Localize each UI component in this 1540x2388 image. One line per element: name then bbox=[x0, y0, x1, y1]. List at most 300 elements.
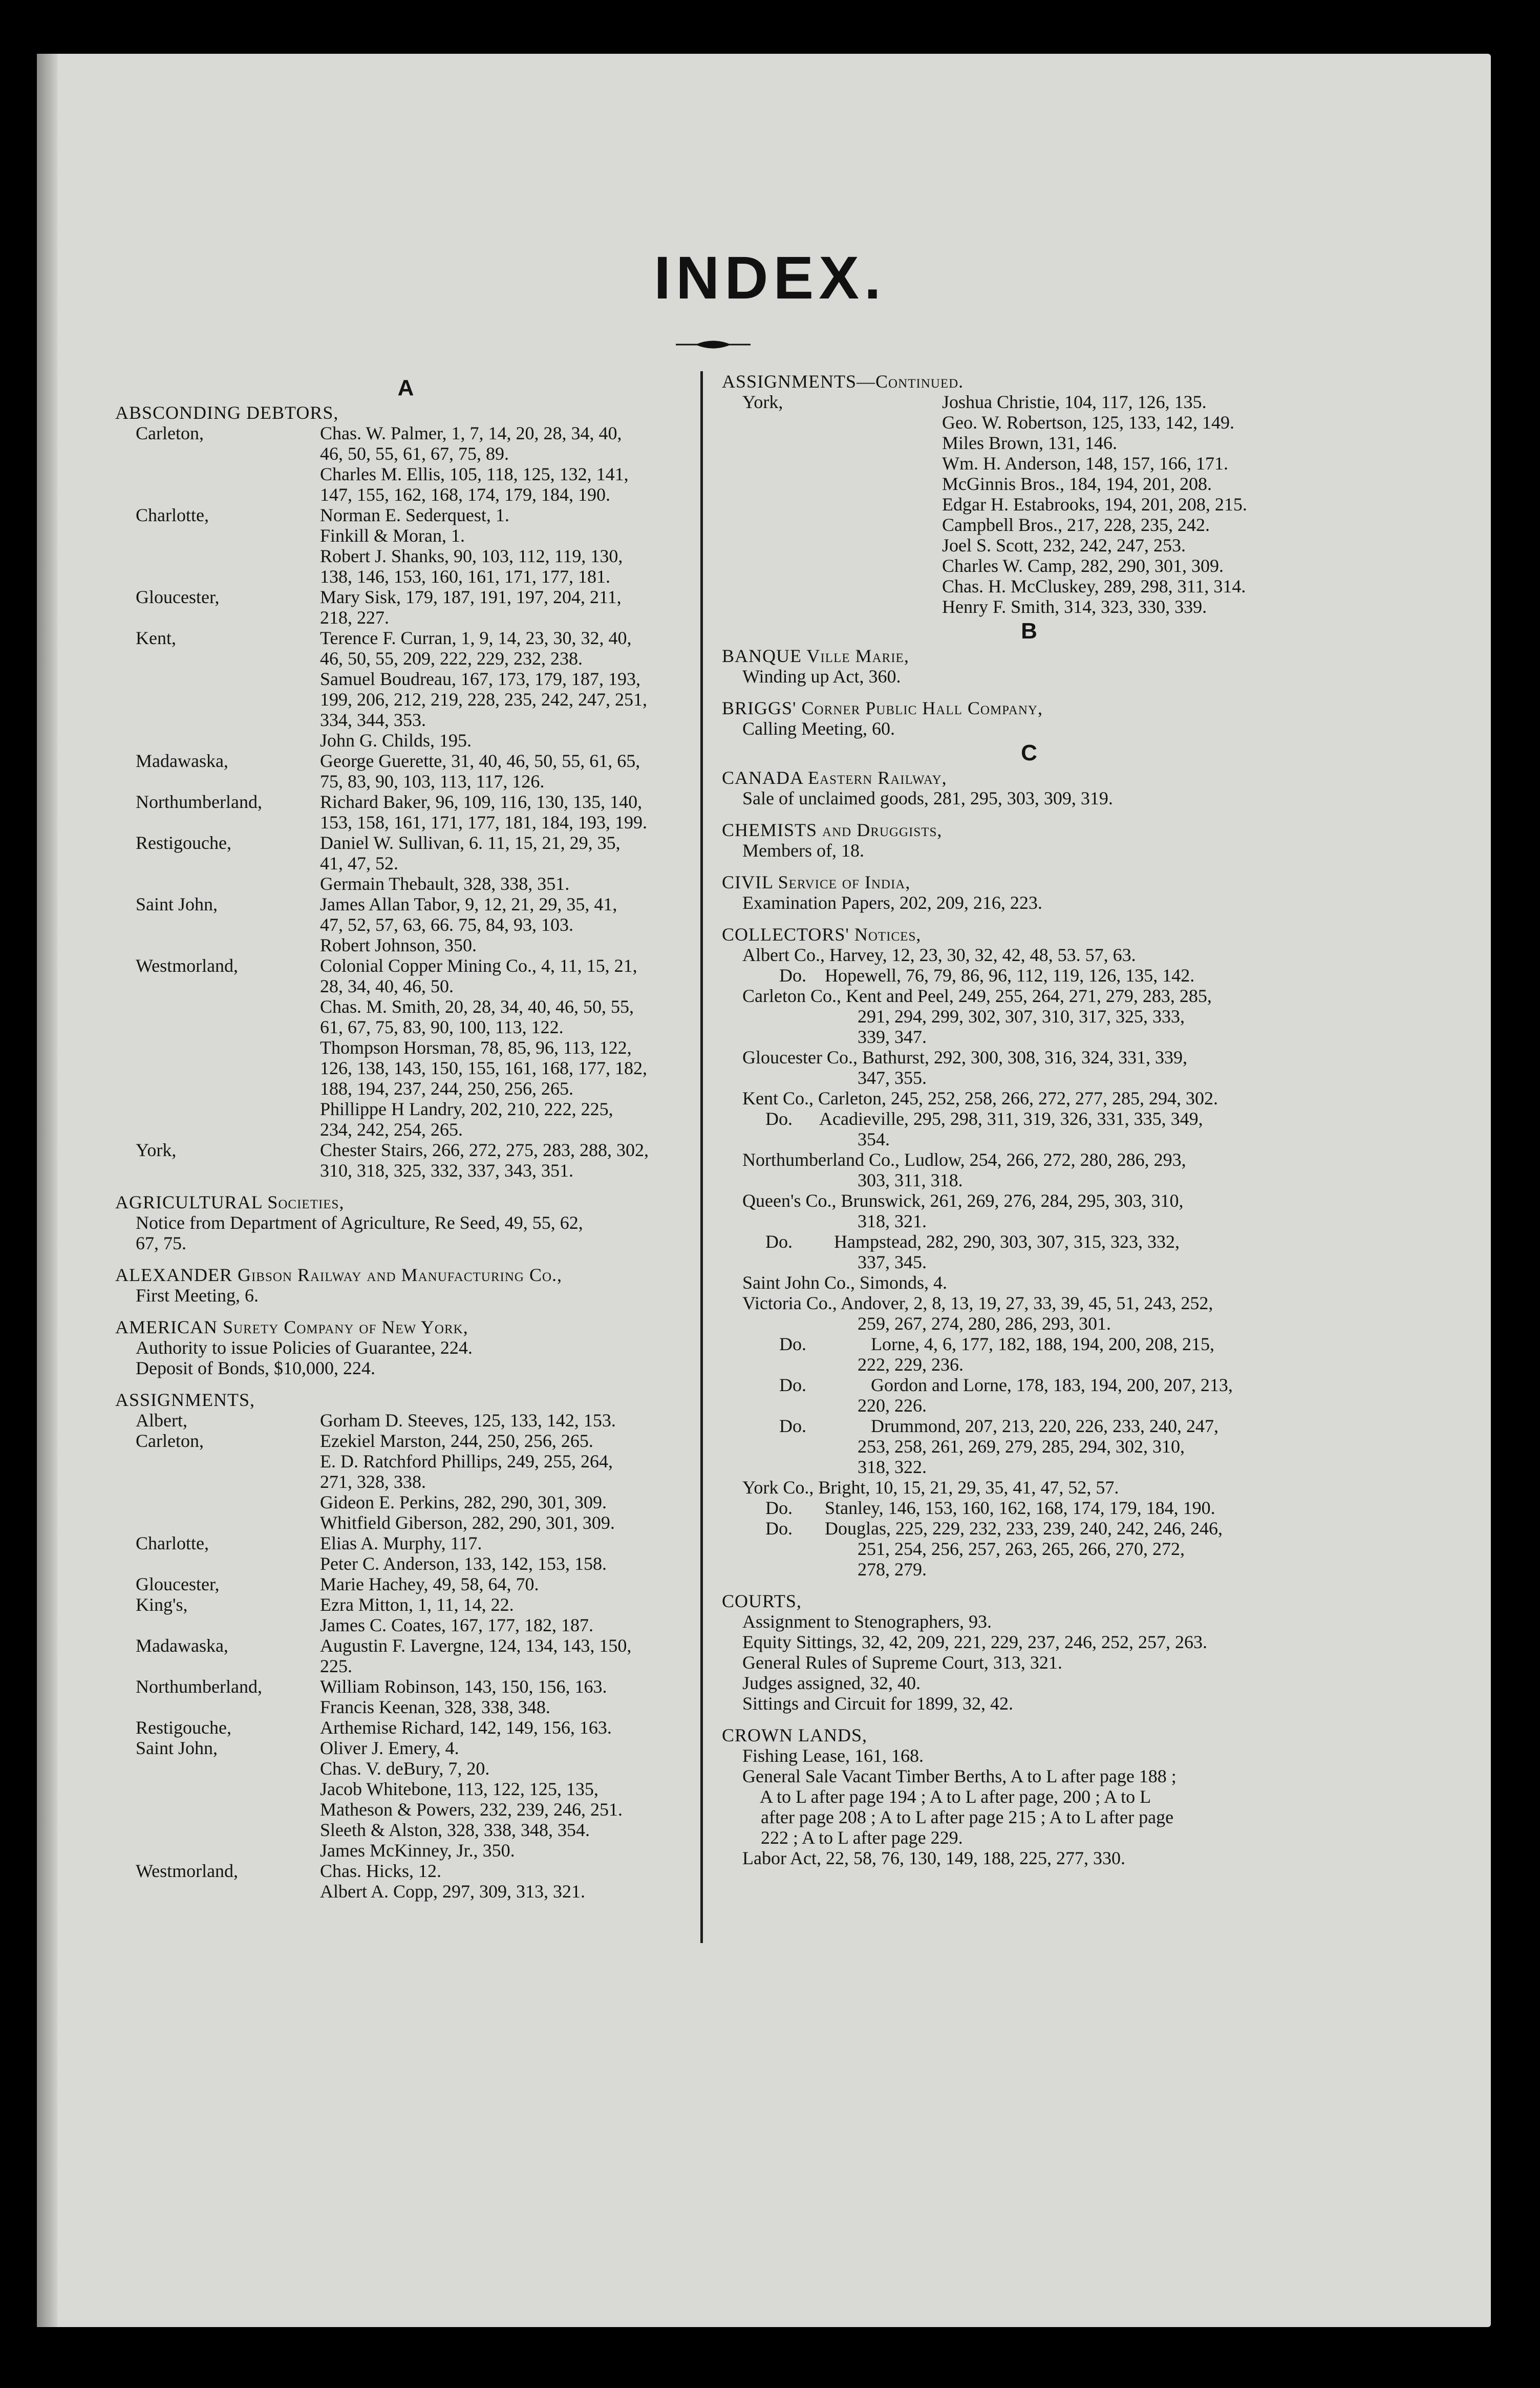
index-row bbox=[115, 1119, 696, 1140]
entry-line: Authority to issue Policies of Guarantee, 224. bbox=[136, 1337, 473, 1358]
entry-line: Do. Drummond, 207, 213, 220, 226, 233, 240, 247, bbox=[742, 1416, 1218, 1436]
county-label bbox=[115, 1017, 320, 1037]
canada-list bbox=[722, 788, 1336, 808]
index-row bbox=[115, 1840, 696, 1861]
county-label: Saint John, bbox=[136, 894, 218, 914]
entry-line: Sale of unclaimed goods, 281, 295, 303, 309, 319. bbox=[742, 788, 1113, 808]
entry-line: 303, 311, 318. bbox=[742, 1170, 963, 1190]
entry-text: 188, 194, 237, 244, 250, 256, 265. bbox=[320, 1078, 573, 1099]
entry-text: Richard Baker, 96, 109, 116, 130, 135, 140, bbox=[320, 792, 643, 812]
index-row bbox=[115, 443, 696, 464]
entry-line: Queen's Co., Brunswick, 261, 269, 276, 284, 295, 303, 310, bbox=[742, 1190, 1184, 1211]
title-ornament bbox=[675, 338, 752, 351]
county-label bbox=[115, 1840, 320, 1861]
county-label: Kent, bbox=[136, 628, 176, 648]
index-row bbox=[722, 412, 1336, 433]
index-row bbox=[115, 648, 696, 669]
entry-text: E. D. Ratchford Phillips, 249, 255, 264, bbox=[320, 1451, 613, 1472]
entry-heading-agricultural: AGRICULTURAL Societies, bbox=[115, 1192, 345, 1212]
county-label: Gloucester, bbox=[136, 587, 220, 607]
county-label bbox=[115, 1820, 320, 1840]
county-label bbox=[722, 576, 942, 596]
entry-text: 147, 155, 162, 168, 174, 179, 184, 190. bbox=[320, 484, 610, 505]
entry-text: Gideon E. Perkins, 282, 290, 301, 309. bbox=[320, 1492, 607, 1512]
entry-heading-banque: BANQUE Ville Marie, bbox=[722, 646, 909, 666]
index-row bbox=[722, 494, 1336, 515]
county-label bbox=[115, 935, 320, 955]
index-row bbox=[115, 1758, 696, 1779]
county-label: York, bbox=[742, 392, 783, 412]
collectors-list bbox=[722, 945, 1336, 1580]
index-row bbox=[115, 1738, 696, 1758]
index-row bbox=[115, 710, 696, 730]
entry-heading-american: AMERICAN Surety Company of New York, bbox=[115, 1317, 468, 1337]
entry-text: Augustin F. Lavergne, 124, 134, 143, 150, bbox=[320, 1635, 632, 1656]
entry-line: First Meeting, 6. bbox=[136, 1285, 259, 1306]
county-label bbox=[115, 1037, 320, 1058]
entry-line: Victoria Co., Andover, 2, 8, 13, 19, 27, 33, 39, 45, 51, 243, 252, bbox=[742, 1293, 1213, 1313]
county-label bbox=[115, 1058, 320, 1078]
index-row bbox=[115, 894, 696, 914]
county-label bbox=[115, 1099, 320, 1119]
entry-text: 28, 34, 40, 46, 50. bbox=[320, 976, 454, 996]
index-row bbox=[115, 730, 696, 751]
index-row bbox=[722, 453, 1336, 474]
index-row bbox=[722, 474, 1336, 494]
entry-heading-chemists: CHEMISTS and Druggists, bbox=[722, 820, 943, 840]
index-row bbox=[115, 484, 696, 505]
index-row bbox=[722, 576, 1336, 596]
county-label bbox=[115, 1758, 320, 1779]
entry-line: Gloucester Co., Bathurst, 292, 300, 308, 316, 324, 331, 339, bbox=[742, 1047, 1187, 1068]
entry-line: 278, 279. bbox=[742, 1559, 927, 1580]
county-label bbox=[115, 1779, 320, 1799]
courts-list bbox=[722, 1611, 1336, 1714]
index-row bbox=[115, 792, 696, 812]
index-row bbox=[115, 1451, 696, 1472]
entry-heading-alexander: ALEXANDER Gibson Railway and Manufacturing Co., bbox=[115, 1265, 563, 1285]
index-row bbox=[722, 596, 1336, 617]
section-letter-b: B bbox=[1021, 619, 1037, 644]
entry-text: Chester Stairs, 266, 272, 275, 283, 288, 302, bbox=[320, 1140, 649, 1160]
entry-text: 271, 328, 338. bbox=[320, 1472, 426, 1492]
entry-text: Thompson Horsman, 78, 85, 96, 113, 122, bbox=[320, 1037, 632, 1058]
entry-line: Do. Lorne, 4, 6, 177, 182, 188, 194, 200, 208, 215, bbox=[742, 1334, 1214, 1354]
county-label bbox=[115, 464, 320, 484]
entry-text: Joel S. Scott, 232, 242, 247, 253. bbox=[942, 535, 1186, 556]
county-label bbox=[115, 996, 320, 1017]
agricultural-list bbox=[115, 1212, 696, 1253]
civil-list bbox=[722, 892, 1336, 913]
entry-line: Notice from Department of Agriculture, Re Seed, 49, 55, 62, bbox=[136, 1212, 583, 1233]
county-label bbox=[115, 873, 320, 894]
entry-line: 318, 321. bbox=[742, 1211, 927, 1231]
entry-text: Albert A. Copp, 297, 309, 313, 321. bbox=[320, 1881, 585, 1902]
index-row bbox=[115, 1078, 696, 1099]
entry-line: Members of, 18. bbox=[742, 840, 864, 861]
index-row bbox=[115, 833, 696, 853]
county-label bbox=[115, 689, 320, 710]
entry-text: Chas. V. deBury, 7, 20. bbox=[320, 1758, 490, 1779]
entry-text: 46, 50, 55, 209, 222, 229, 232, 238. bbox=[320, 648, 583, 669]
entry-line: Fishing Lease, 161, 168. bbox=[742, 1745, 924, 1766]
index-row bbox=[115, 1615, 696, 1635]
entry-text: Whitfield Giberson, 282, 290, 301, 309. bbox=[320, 1512, 615, 1533]
entry-line: Northumberland Co., Ludlow, 254, 266, 272, 280, 286, 293, bbox=[742, 1149, 1186, 1170]
county-label: King's, bbox=[136, 1594, 188, 1615]
entry-text: Joshua Christie, 104, 117, 126, 135. bbox=[942, 392, 1207, 412]
county-label: Restigouche, bbox=[136, 833, 231, 853]
entry-line: 339, 347. bbox=[742, 1027, 927, 1047]
county-label bbox=[722, 412, 942, 433]
entry-line: 259, 267, 274, 280, 286, 293, 301. bbox=[742, 1313, 1111, 1334]
entry-line: 220, 226. bbox=[742, 1395, 927, 1416]
entry-line: Sittings and Circuit for 1899, 32, 42. bbox=[742, 1693, 1013, 1714]
entry-text: Charles W. Camp, 282, 290, 301, 309. bbox=[942, 556, 1224, 576]
entry-text: Mary Sisk, 179, 187, 191, 197, 204, 211, bbox=[320, 587, 622, 607]
index-row bbox=[115, 1099, 696, 1119]
entry-line: 318, 322. bbox=[742, 1457, 927, 1477]
entry-text: 46, 50, 55, 61, 67, 75, 89. bbox=[320, 443, 509, 464]
county-label bbox=[115, 1881, 320, 1902]
county-label: Carleton, bbox=[136, 423, 204, 443]
index-row bbox=[115, 1431, 696, 1451]
entry-text: Campbell Bros., 217, 228, 235, 242. bbox=[942, 515, 1210, 535]
entry-line: 222, 229, 236. bbox=[742, 1354, 964, 1375]
index-row bbox=[115, 1472, 696, 1492]
index-row bbox=[722, 535, 1336, 556]
entry-line: 251, 254, 256, 257, 263, 265, 266, 270, 272, bbox=[742, 1539, 1185, 1559]
american-list bbox=[115, 1337, 696, 1378]
entry-text: 138, 146, 153, 160, 161, 171, 177, 181. bbox=[320, 566, 610, 587]
entry-line: 354. bbox=[742, 1129, 890, 1149]
county-label: Madawaska, bbox=[136, 1635, 228, 1656]
entry-text: Miles Brown, 131, 146. bbox=[942, 433, 1117, 453]
entry-text: Colonial Copper Mining Co., 4, 11, 15, 21, bbox=[320, 955, 637, 976]
county-label bbox=[115, 484, 320, 505]
entry-line: 347, 355. bbox=[742, 1068, 927, 1088]
index-row bbox=[115, 853, 696, 873]
county-label bbox=[722, 494, 942, 515]
county-label bbox=[115, 546, 320, 566]
index-row bbox=[115, 1410, 696, 1431]
entry-text: 199, 206, 212, 219, 228, 235, 242, 247, 251, bbox=[320, 689, 647, 710]
entry-text: James McKinney, Jr., 350. bbox=[320, 1840, 515, 1861]
county-label: Charlotte, bbox=[136, 1533, 209, 1553]
entry-text: Chas. W. Palmer, 1, 7, 14, 20, 28, 34, 40, bbox=[320, 423, 622, 443]
county-label: Gloucester, bbox=[136, 1574, 220, 1594]
county-label bbox=[115, 1697, 320, 1717]
index-row bbox=[115, 873, 696, 894]
index-row bbox=[115, 628, 696, 648]
entry-line: Carleton Co., Kent and Peel, 249, 255, 264, 271, 279, 283, 285, bbox=[742, 986, 1212, 1006]
entry-text: 126, 138, 143, 150, 155, 161, 168, 177, 182, bbox=[320, 1058, 647, 1078]
index-row bbox=[115, 1717, 696, 1738]
county-label: Charlotte, bbox=[136, 505, 209, 525]
entry-text: Robert Johnson, 350. bbox=[320, 935, 477, 955]
entry-text: Geo. W. Robertson, 125, 133, 142, 149. bbox=[942, 412, 1234, 433]
entry-text: Francis Keenan, 328, 338, 348. bbox=[320, 1697, 550, 1717]
banque-list bbox=[722, 666, 1336, 687]
entry-text: 225. bbox=[320, 1656, 352, 1676]
index-row bbox=[115, 955, 696, 976]
county-label: Northumberland, bbox=[136, 792, 262, 812]
county-label bbox=[722, 556, 942, 576]
right-column bbox=[722, 371, 1336, 1868]
county-label bbox=[722, 474, 942, 494]
county-label bbox=[115, 976, 320, 996]
index-row bbox=[115, 1492, 696, 1512]
county-label bbox=[115, 607, 320, 628]
entry-line: Examination Papers, 202, 209, 216, 223. bbox=[742, 892, 1042, 913]
entry-line: Do. Acadieville, 295, 298, 311, 319, 326, 331, 335, 349, bbox=[742, 1108, 1203, 1129]
county-label bbox=[115, 1799, 320, 1820]
entry-text: William Robinson, 143, 150, 156, 163. bbox=[320, 1676, 607, 1697]
briggs-list bbox=[722, 718, 1336, 739]
entry-line: 291, 294, 299, 302, 307, 310, 317, 325, 333, bbox=[742, 1006, 1185, 1027]
index-row bbox=[115, 1656, 696, 1676]
index-row bbox=[115, 1861, 696, 1881]
entry-text: Edgar H. Estabrooks, 194, 201, 208, 215. bbox=[942, 494, 1247, 515]
county-label bbox=[722, 515, 942, 535]
county-label: Madawaska, bbox=[136, 751, 228, 771]
index-row bbox=[722, 556, 1336, 576]
entry-line: A to L after page 194 ; A to L after page, 200 ; A to L bbox=[742, 1786, 1151, 1807]
index-row bbox=[115, 1676, 696, 1697]
index-row bbox=[115, 1799, 696, 1820]
county-label bbox=[115, 1615, 320, 1635]
index-row bbox=[115, 1635, 696, 1656]
index-row bbox=[115, 689, 696, 710]
entry-line: Do. Hopewell, 76, 79, 86, 96, 112, 119, 126, 135, 142. bbox=[742, 965, 1195, 986]
entry-line: 67, 75. bbox=[136, 1233, 186, 1253]
entry-text: Phillippe H Landry, 202, 210, 222, 225, bbox=[320, 1099, 613, 1119]
entry-line: after page 208 ; A to L after page 215 ; A to L after page bbox=[742, 1807, 1174, 1827]
index-row bbox=[115, 607, 696, 628]
entry-heading-civil: CIVIL Service of India, bbox=[722, 872, 911, 892]
county-label bbox=[722, 453, 942, 474]
index-row bbox=[115, 1779, 696, 1799]
index-row bbox=[115, 1820, 696, 1840]
county-label bbox=[115, 443, 320, 464]
index-row bbox=[722, 515, 1336, 535]
entry-text: McGinnis Bros., 184, 194, 201, 208. bbox=[942, 474, 1212, 494]
index-row bbox=[115, 1881, 696, 1902]
entry-text: 218, 227. bbox=[320, 607, 389, 628]
index-row bbox=[115, 1533, 696, 1553]
county-label: Northumberland, bbox=[136, 1676, 262, 1697]
index-row bbox=[115, 751, 696, 771]
county-label: Carleton, bbox=[136, 1431, 204, 1451]
county-label bbox=[722, 596, 942, 617]
index-row bbox=[115, 566, 696, 587]
index-row bbox=[115, 1512, 696, 1533]
entry-line: General Sale Vacant Timber Berths, A to L after page 188 ; bbox=[742, 1766, 1177, 1786]
entry-text: Chas. H. McCluskey, 289, 298, 311, 314. bbox=[942, 576, 1246, 596]
page-gutter-shadow bbox=[37, 54, 57, 2327]
assignments-list bbox=[115, 1410, 696, 1902]
entry-text: Ezekiel Marston, 244, 250, 256, 265. bbox=[320, 1431, 593, 1451]
index-row bbox=[115, 525, 696, 546]
county-label bbox=[115, 1451, 320, 1472]
entry-text: Arthemise Richard, 142, 149, 156, 163. bbox=[320, 1717, 612, 1738]
index-row bbox=[115, 587, 696, 607]
index-row bbox=[115, 423, 696, 443]
index-row bbox=[115, 464, 696, 484]
entry-text: Samuel Boudreau, 167, 173, 179, 187, 193, bbox=[320, 669, 640, 689]
index-row bbox=[115, 546, 696, 566]
entry-text: 61, 67, 75, 83, 90, 100, 113, 122. bbox=[320, 1017, 564, 1037]
county-label: Westmorland, bbox=[136, 955, 239, 976]
entry-text: Marie Hachey, 49, 58, 64, 70. bbox=[320, 1574, 539, 1594]
chemists-list bbox=[722, 840, 1336, 861]
entry-line: Deposit of Bonds, $10,000, 224. bbox=[136, 1358, 375, 1378]
entry-text: Terence F. Curran, 1, 9, 14, 23, 30, 32, 40, bbox=[320, 628, 632, 648]
county-label bbox=[115, 812, 320, 833]
entry-text: 47, 52, 57, 63, 66. 75, 84, 93, 103. bbox=[320, 914, 573, 935]
index-row bbox=[115, 812, 696, 833]
entry-text: Oliver J. Emery, 4. bbox=[320, 1738, 459, 1758]
county-label bbox=[115, 1078, 320, 1099]
entry-line: Calling Meeting, 60. bbox=[742, 718, 895, 739]
entry-text: Finkill & Moran, 1. bbox=[320, 525, 465, 546]
entry-line: Judges assigned, 32, 40. bbox=[742, 1673, 921, 1693]
entry-line: Do. Hampstead, 282, 290, 303, 307, 315, 323, 332, bbox=[742, 1231, 1180, 1252]
entry-text: 310, 318, 325, 332, 337, 343, 351. bbox=[320, 1160, 573, 1181]
entry-text: James C. Coates, 167, 177, 182, 187. bbox=[320, 1615, 593, 1635]
entry-line: Winding up Act, 360. bbox=[742, 666, 901, 687]
entry-line: Do. Gordon and Lorne, 178, 183, 194, 200, 207, 213, bbox=[742, 1375, 1233, 1395]
index-row bbox=[115, 935, 696, 955]
page-title: INDEX. bbox=[654, 244, 886, 312]
entry-heading-assignments: ASSIGNMENTS, bbox=[115, 1390, 255, 1410]
entry-line: Assignment to Stenographers, 93. bbox=[742, 1611, 992, 1632]
index-row bbox=[115, 976, 696, 996]
index-row bbox=[115, 1574, 696, 1594]
entry-heading-assignments-continued: ASSIGNMENTS—Continued. bbox=[722, 371, 964, 392]
entry-text: 75, 83, 90, 103, 113, 117, 126. bbox=[320, 771, 545, 792]
entry-text: Chas. Hicks, 12. bbox=[320, 1861, 441, 1881]
county-label: Westmorland, bbox=[136, 1861, 239, 1881]
index-row bbox=[115, 1140, 696, 1160]
county-label bbox=[115, 771, 320, 792]
entry-text: James Allan Tabor, 9, 12, 21, 29, 35, 41, bbox=[320, 894, 617, 914]
crown-lands-list bbox=[722, 1745, 1336, 1868]
entry-text: 234, 242, 254, 265. bbox=[320, 1119, 463, 1140]
entry-line: General Rules of Supreme Court, 313, 321. bbox=[742, 1652, 1062, 1673]
county-label: York, bbox=[136, 1140, 177, 1160]
county-label bbox=[115, 1492, 320, 1512]
entry-line: 337, 345. bbox=[742, 1252, 927, 1272]
index-row bbox=[722, 392, 1336, 412]
entry-text: Ezra Mitton, 1, 11, 14, 22. bbox=[320, 1594, 514, 1615]
entry-line: Kent Co., Carleton, 245, 252, 258, 266, 272, 277, 285, 294, 302. bbox=[742, 1088, 1218, 1108]
county-label bbox=[115, 914, 320, 935]
entry-text: Elias A. Murphy, 117. bbox=[320, 1533, 482, 1553]
county-label bbox=[115, 710, 320, 730]
entry-heading-crown-lands: CROWN LANDS, bbox=[722, 1725, 868, 1745]
entry-text: John G. Childs, 195. bbox=[320, 730, 472, 751]
index-row bbox=[115, 1058, 696, 1078]
entry-line: 222 ; A to L after page 229. bbox=[742, 1827, 963, 1848]
index-row bbox=[115, 1594, 696, 1615]
county-label bbox=[115, 1119, 320, 1140]
entry-text: Robert J. Shanks, 90, 103, 112, 119, 130, bbox=[320, 546, 623, 566]
county-label bbox=[115, 853, 320, 873]
entry-line: Labor Act, 22, 58, 76, 130, 149, 188, 225, 277, 330. bbox=[742, 1848, 1125, 1868]
column-divider bbox=[700, 371, 703, 1943]
entry-line: Do. Stanley, 146, 153, 160, 162, 168, 174, 179, 184, 190. bbox=[742, 1498, 1215, 1518]
entry-line: Saint John Co., Simonds, 4. bbox=[742, 1272, 948, 1293]
entry-text: Peter C. Anderson, 133, 142, 153, 158. bbox=[320, 1553, 607, 1574]
index-row bbox=[115, 1553, 696, 1574]
entry-text: Wm. H. Anderson, 148, 157, 166, 171. bbox=[942, 453, 1228, 474]
index-row bbox=[115, 914, 696, 935]
assignments-continued-list bbox=[722, 392, 1336, 617]
entry-text: Norman E. Sederquest, 1. bbox=[320, 505, 509, 525]
index-row bbox=[115, 505, 696, 525]
entry-text: George Guerette, 31, 40, 46, 50, 55, 61, 65, bbox=[320, 751, 640, 771]
entry-heading-collectors: COLLECTORS' Notices, bbox=[722, 924, 922, 945]
county-label bbox=[115, 1160, 320, 1181]
county-label bbox=[115, 1656, 320, 1676]
entry-text: Gorham D. Steeves, 125, 133, 142, 153. bbox=[320, 1410, 616, 1431]
entry-heading-briggs: BRIGGS' Corner Public Hall Company, bbox=[722, 698, 1043, 718]
index-row bbox=[722, 433, 1336, 453]
index-row bbox=[115, 1160, 696, 1181]
entry-text: Germain Thebault, 328, 338, 351. bbox=[320, 873, 570, 894]
entry-heading-absconding: ABSCONDING DEBTORS, bbox=[115, 402, 339, 423]
entry-line: Albert Co., Harvey, 12, 23, 30, 32, 42, 48, 53. 57, 63. bbox=[742, 945, 1136, 965]
county-label bbox=[115, 1512, 320, 1533]
county-label bbox=[722, 535, 942, 556]
entry-line: Equity Sittings, 32, 42, 209, 221, 229, 237, 246, 252, 257, 263. bbox=[742, 1632, 1208, 1652]
entry-text: 153, 158, 161, 171, 177, 181, 184, 193, 199. bbox=[320, 812, 647, 833]
absconding-list bbox=[115, 423, 696, 1181]
entry-text: Chas. M. Smith, 20, 28, 34, 40, 46, 50, 55, bbox=[320, 996, 634, 1017]
index-row bbox=[115, 771, 696, 792]
index-row bbox=[115, 669, 696, 689]
entry-text: Jacob Whitebone, 113, 122, 125, 135, bbox=[320, 1779, 598, 1799]
county-label bbox=[115, 669, 320, 689]
county-label bbox=[115, 648, 320, 669]
county-label bbox=[115, 566, 320, 587]
index-row bbox=[115, 996, 696, 1017]
entry-line: York Co., Bright, 10, 15, 21, 29, 35, 41, 47, 52, 57. bbox=[742, 1477, 1119, 1498]
county-label bbox=[115, 730, 320, 751]
county-label: Saint John, bbox=[136, 1738, 218, 1758]
index-row bbox=[115, 1017, 696, 1037]
index-row bbox=[115, 1697, 696, 1717]
county-label bbox=[115, 1472, 320, 1492]
section-letter-c: C bbox=[1021, 740, 1037, 765]
entry-text: Daniel W. Sullivan, 6. 11, 15, 21, 29, 35, bbox=[320, 833, 621, 853]
entry-heading-canada: CANADA Eastern Railway, bbox=[722, 767, 947, 788]
county-label: Albert, bbox=[136, 1410, 187, 1431]
entry-text: 41, 47, 52. bbox=[320, 853, 398, 873]
county-label bbox=[722, 433, 942, 453]
entry-text: Henry F. Smith, 314, 323, 330, 339. bbox=[942, 596, 1207, 617]
entry-text: Matheson & Powers, 232, 239, 246, 251. bbox=[320, 1799, 623, 1820]
entry-text: Sleeth & Alston, 328, 338, 348, 354. bbox=[320, 1820, 590, 1840]
section-letter-a: A bbox=[397, 375, 414, 400]
entry-text: Charles M. Ellis, 105, 118, 125, 132, 141, bbox=[320, 464, 629, 484]
entry-line: 253, 258, 261, 269, 279, 285, 294, 302, 310, bbox=[742, 1436, 1185, 1457]
entry-text: 334, 344, 353. bbox=[320, 710, 426, 730]
alexander-list bbox=[115, 1285, 696, 1306]
county-label bbox=[115, 525, 320, 546]
county-label bbox=[115, 1553, 320, 1574]
